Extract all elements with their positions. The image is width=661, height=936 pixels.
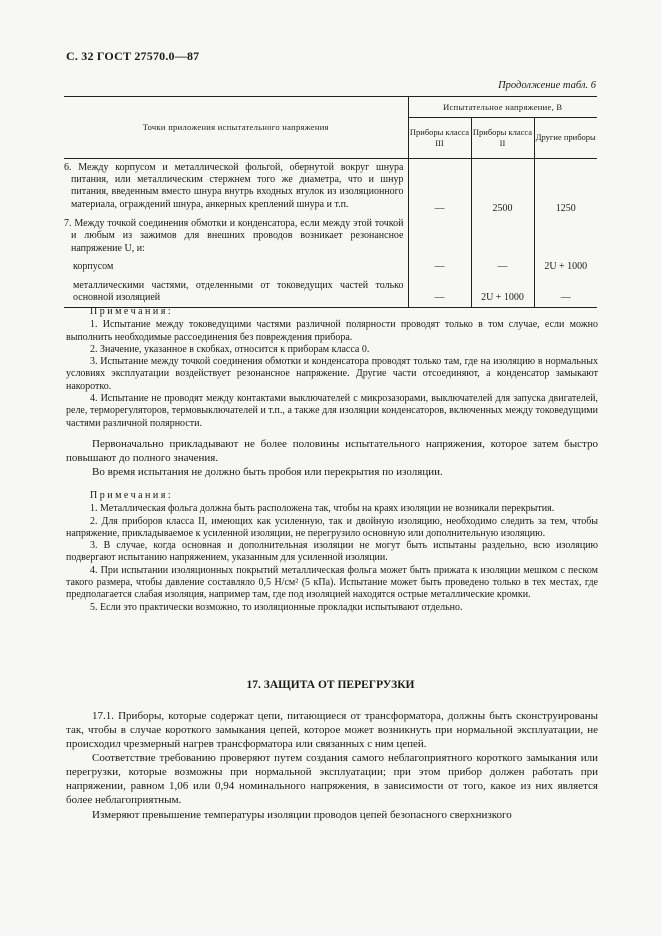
row-value-class2: 2500 (471, 159, 534, 216)
table-continuation-label: Продолжение табл. 6 (498, 80, 596, 91)
notes-block-1 (66, 306, 598, 430)
table-row (64, 215, 597, 255)
row-value-class3: — (408, 255, 471, 277)
notes-title: Примечания: (90, 490, 174, 501)
row-value-class3: — (408, 159, 471, 216)
body-paragraphs-1 (66, 437, 598, 479)
column-header-other: Другие приборы (534, 118, 597, 159)
note-item: 3. В случае, когда основная и дополнительная изоляции не могут быть испытаны раздельно, всю изоляцию подвергают испытанию напряжением, указанным для усиленной изоляции. (66, 540, 598, 564)
note-item: 1. Испытание между токоведущими частями различной полярности проводят только в том случае, если можно выполнить необходимые рассоединения без повреждения прибора. (66, 319, 598, 343)
section-title: 17. ЗАЩИТА ОТ ПЕРЕГРУЗКИ (246, 679, 415, 691)
note-item: 5. Если это практически возможно, то изоляционные прокладки испытывают отдельно. (90, 601, 463, 613)
paragraph: 17.1. Приборы, которые содержат цепи, питающиеся от трансформатора, должны быть сконструированы так, чтобы в случае короткого замыкания цепей, которое может возникнуть при нормальной эксплуатации, не происходил чрезмерный нагрев трансформатора или связанных с ним цепей. (66, 710, 598, 751)
row-description: корпусом (73, 260, 114, 272)
notes-block-2 (66, 490, 598, 614)
row-description: 6. Между корпусом и металлической фольгой, обернутой вокруг шнура питания, или металлическим стержнем того же диаметра, что и шнур питания, введенным вместо шнура внутрь входных втулок из изоляционного материала, ограждений шнура, анкерных креплений шнура и т.п. (64, 162, 404, 210)
paragraph: Соответствие требованию проверяют путем создания самого неблагоприятного короткого замыкания или перегрузки, которые возможны при нормальной эксплуатации; при этом прибор должен работать при напряжении, равном 1,06 или 0,94 номинального напряжения, в зависимости от того, какое из них является более неблагоприятным. (66, 752, 598, 807)
row-value-other: — (534, 277, 597, 308)
row-value-other: 1250 (534, 159, 597, 216)
row-value-other: 2U + 1000 (534, 255, 597, 277)
row-value-class2: 2U + 1000 (471, 277, 534, 308)
column-header-class2: Приборы класса II (471, 118, 534, 159)
table-row (64, 255, 597, 277)
row-value-class2: — (471, 255, 534, 277)
note-item: 1. Металлическая фольга должна быть расположена так, чтобы на краях изоляции не возникали перекрытия. (90, 503, 555, 515)
note-item: 4. При испытании изоляционных покрытий металлическая фольга может быть прижата к изоляции мешком с песком такого размера, чтобы давление составляло 0,5 Н/см² (5 кПа). Испытание может быть проведено только в тех местах, где предполагается слабая изоляция, например там, где под изоляцией находятся острые металлические кромки. (66, 564, 598, 601)
page-header: С. 32 ГОСТ 27570.0—87 (66, 49, 200, 63)
note-item: 3. Испытание между точкой соединения обмотки и конденсатора проводят только там, где на изоляцию в нормальных условиях эксплуатации воздействует резонансное напряжение. Другие части отсоединяют, а конденсатор замыкают накоротко. (66, 356, 598, 392)
row-description: 7. Между точкой соединения обмотки и конденсатора, если между этой точкой и любым из зажимов для внешних проводов возникает резонансное напряжение U, и: (64, 218, 404, 254)
paragraph: Первоначально прикладывают не более половины испытательного напряжения, которое затем быстро повышают до полного значения. (66, 438, 598, 465)
note-item: 2. Значение, указанное в скобках, относится к приборам класса 0. (90, 343, 370, 355)
paragraph: Измеряют превышение температуры изоляции проводов цепей безопасного сверхнизкого (92, 808, 512, 821)
test-voltage-table (64, 96, 597, 308)
body-paragraphs-2 (66, 709, 598, 822)
table-row (64, 159, 597, 216)
column-header-voltage: Испытательное напряжение, В (408, 97, 597, 118)
notes-title: Примечания: (90, 306, 174, 317)
column-header-class3: Приборы класса III (408, 118, 471, 159)
note-item: 4. Испытание не проводят между контактами выключателей с микрозазорами, выключателей для запуска двигателей, реле, терморегуляторов, термовыключателей и т.п., а также для изоляции конденсаторов, включенных между токоведущими частями различной полярности. (66, 393, 598, 429)
column-header-points: Точки приложения испытательного напряжения (64, 97, 408, 159)
row-description: металлическими частями, отделенными от токоведущих частей только основной изоляцией (73, 279, 404, 304)
paragraph: Во время испытания не должно быть пробоя или перекрытия по изоляции. (92, 466, 443, 479)
row-value-class3: — (408, 277, 471, 308)
table-row (64, 277, 597, 308)
note-item: 2. Для приборов класса II, имеющих как усиленную, так и двойную изоляцию, необходимо следить за тем, чтобы напряжение, прикладываемое к усиленной изоляции, не перегрузило основную или дополнительную изоляцию. (66, 515, 598, 539)
